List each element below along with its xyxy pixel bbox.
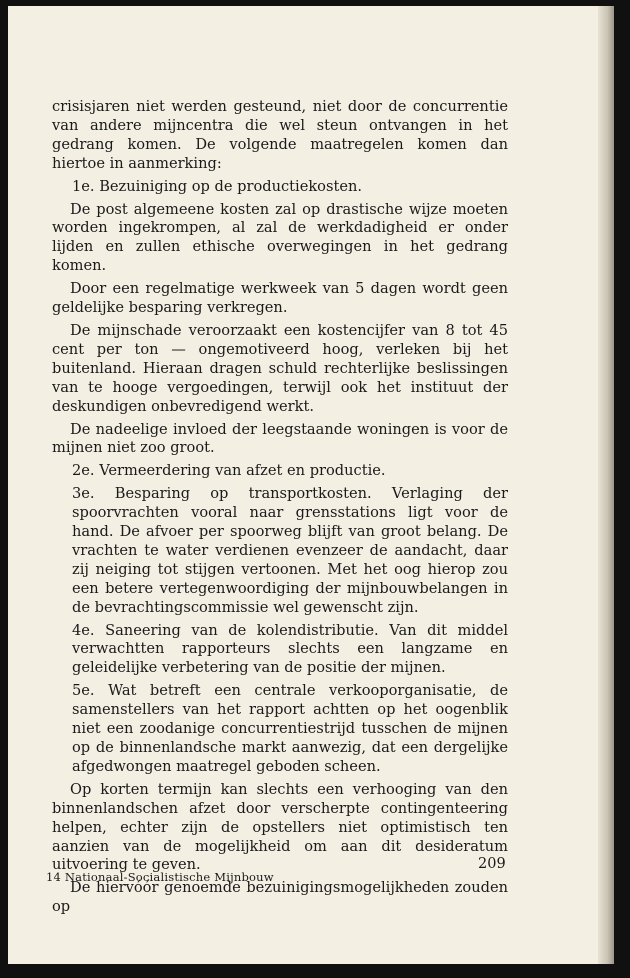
page [8,6,614,964]
footer-journal: 14 Nationaal-Socialistische Mijnbouw [46,870,274,884]
paragraph-intro: crisisjaren niet werden gesteund, niet door de concurrentie van andere mijncentra die wel steun ontvangen in het gedrang komen. De volgende maatregelen komen dan hiertoe in aanmerking: [52,98,508,172]
paragraph-empty-housing: De nadeelige invloed der leegstaande woningen is voor de mijnen niet zoo groot. [52,420,508,457]
paragraph-item-3: 3e. Besparing op transportkosten. Verlaging der spoorvrachten vooral naar grensstations ligt voor de hand. De afvoer per spoorweg blijft van groot belang. De vrachten te water verdienen evenzeer de aandacht, daar zij neiging tot stijgen vertoonen. Met het oog hierop zou een betere vertegenwoordiging der mijnbouwbelangen in de bevrachtingscommissie wel gewenscht zijn. [72,485,508,616]
paragraph-item-2: 2e. Vermeerdering van afzet en productie. [72,462,386,480]
paragraph-workweek: Door een regelmatige werkweek van 5 dagen wordt geen geldelijke besparing verkregen. [52,280,508,317]
paragraph-final: De hiervóór genoemde bezuinigingsmogelijkheden zouden op [52,879,508,916]
paragraph-mine-damage: De mijnschade veroorzaakt een kostencijfer van 8 tot 45 cent per ton — ongemotiveerd hoog, verleken bij het buitenland. Hieraan dragen schuld rechterlijke beslissingen van te hooge vergoedingen, terwijl ook het instituut der deskundigen onbevredigend werkt. [52,321,508,415]
paragraph-item-5: 5e. Wat betreft een centrale verkooporganisatie, de samenstellers van het rapport achtten op het oogenblik niet een zoodanige concurrentiestrijd tusschen de mijnen op de binnenlandsche markt aanwezig, dat een dergelijke afgedwongen maatregel geboden scheen. [72,682,508,775]
paragraph-general-costs: De post algemeene kosten zal op drastische wijze moeten worden ingekrompen, al zal de werkdadigheid er onder lijden en zullen ethische overwegingen in het gedrang komen. [52,200,508,275]
paragraph-short-term: Op korten termijn kan slechts een verhooging van den binnenlandschen afzet door verscherpte contingenteering helpen, echter zijn de opstellers niet optimistisch ten aanzien van de mogelijkheid om aan dit desideratum uitvoering te geven. [52,780,508,874]
paragraph-item-4: 4e. Saneering van de kolendistributie. Van dit middel verwachtten rapporteurs slechts een langzame en geleidelijke verbetering van de positie der mijnen. [72,621,508,677]
body-text [52,98,508,921]
binding-gutter [598,6,614,964]
paragraph-item-1: 1e. Bezuiniging op de productiekosten. [72,177,363,195]
page-number: 209 [478,856,506,872]
